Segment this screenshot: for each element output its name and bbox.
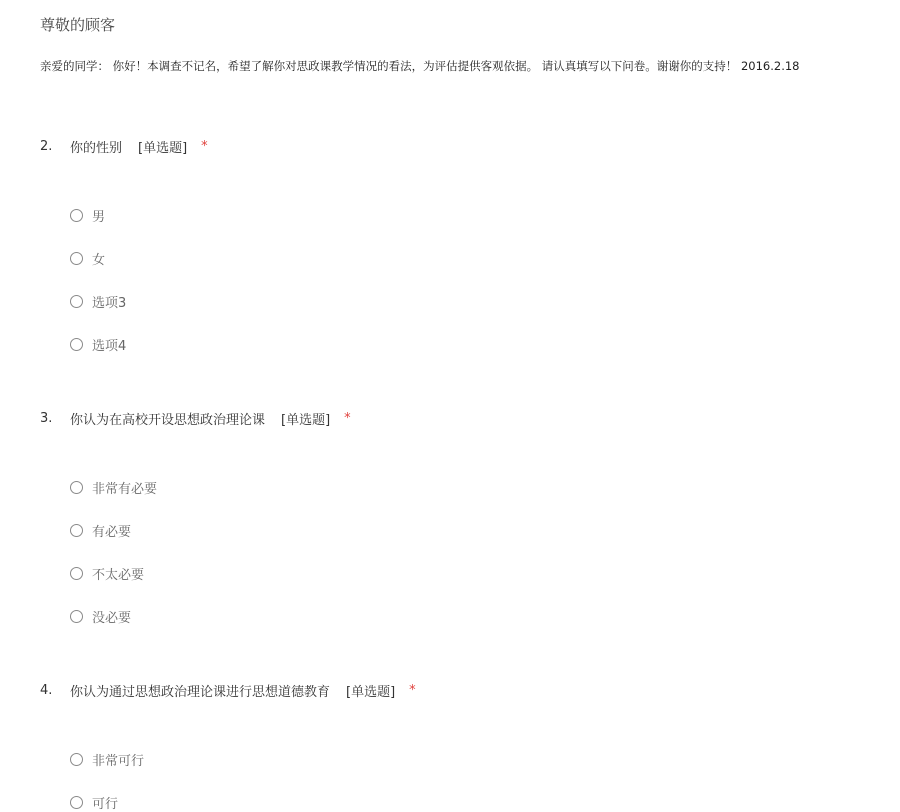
question-number: 4. [40,682,53,698]
option-label: 可行 [92,796,119,812]
option-label: 女 [92,252,106,268]
radio-unchecked-icon[interactable] [70,796,83,809]
question-header [40,408,351,428]
option-4[interactable] [70,334,126,354]
radio-unchecked-icon[interactable] [70,753,83,766]
page-title: 尊敬的顾客 [40,16,116,34]
option-very-necessary[interactable] [70,477,157,497]
option-male[interactable] [70,205,105,225]
option-necessary[interactable] [70,520,131,540]
required-marker: * [201,138,208,154]
radio-unchecked-icon[interactable] [70,252,83,265]
option-label: 没必要 [92,610,132,626]
option-label: 选项3 [92,295,127,311]
question-title: 你认为通过思想政治理论课进行思想道德教育 [70,684,331,700]
question-header [40,136,208,156]
radio-unchecked-icon[interactable] [70,610,83,623]
option-unnecessary[interactable] [70,606,131,626]
option-not-very-necessary[interactable] [70,563,144,583]
radio-unchecked-icon[interactable] [70,567,83,580]
radio-unchecked-icon[interactable] [70,524,83,537]
required-marker: * [409,682,416,698]
option-very-feasible[interactable] [70,749,144,769]
radio-unchecked-icon[interactable] [70,481,83,494]
option-label: 男 [92,209,106,225]
question-number: 2. [40,138,53,154]
option-label: 非常有必要 [92,481,158,497]
option-label: 选项4 [92,338,127,354]
option-label: 不太必要 [92,567,145,583]
survey-intro: 亲爱的同学： 你好！本调查不记名，希望了解你对思政课教学情况的看法，为评估提供客观依据。 请认真填写以下问卷。谢谢你的支持！ 2016.2.18 [40,59,800,73]
option-3[interactable] [70,291,126,311]
question-number: 3. [40,410,53,426]
question-type: [单选题] [281,412,331,428]
question-title: 你的性别 [70,140,123,156]
option-female[interactable] [70,248,105,268]
option-label: 非常可行 [92,753,145,769]
option-label: 有必要 [92,524,132,540]
radio-unchecked-icon[interactable] [70,295,83,308]
question-header [40,680,416,700]
question-type: [单选题] [346,684,396,700]
radio-unchecked-icon[interactable] [70,338,83,351]
question-title: 你认为在高校开设思想政治理论课 [70,412,266,428]
radio-unchecked-icon[interactable] [70,209,83,222]
required-marker: * [344,410,351,426]
option-feasible[interactable] [70,792,118,812]
question-type: [单选题] [138,140,188,156]
